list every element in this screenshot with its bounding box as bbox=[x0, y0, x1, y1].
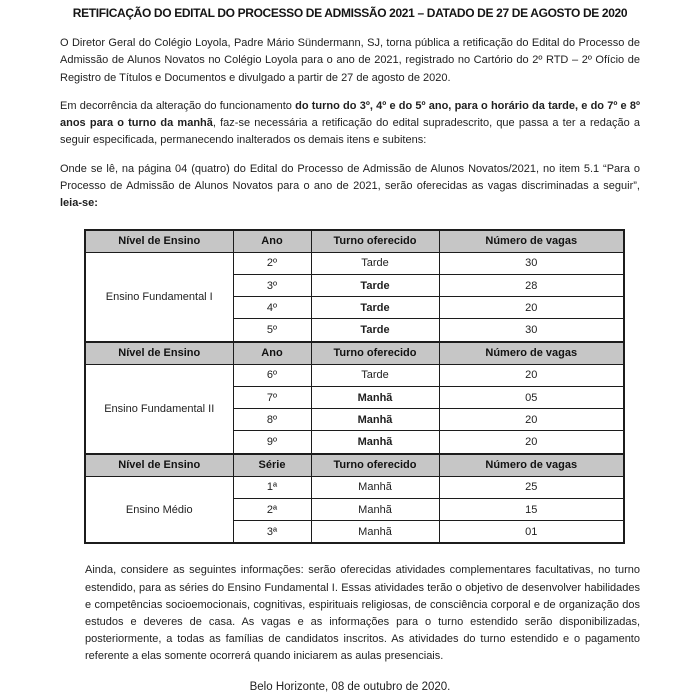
shift-cell: Manhã bbox=[311, 498, 439, 520]
column-header: Turno oferecido bbox=[311, 454, 439, 477]
paragraph-1 bbox=[60, 35, 640, 87]
shift-cell: Manhã bbox=[311, 409, 439, 431]
grade-cell: 5º bbox=[233, 319, 311, 342]
seats-cell: 20 bbox=[439, 431, 624, 454]
column-header: Turno oferecido bbox=[311, 342, 439, 365]
shift-cell: Manhã bbox=[311, 476, 439, 498]
vacancies-table-body bbox=[85, 230, 624, 544]
seats-cell: 28 bbox=[439, 275, 624, 297]
seats-cell: 05 bbox=[439, 386, 624, 408]
document-title: RETIFICAÇÃO DO EDITAL DO PROCESSO DE ADMISSÃO 2021 – DATADO DE 27 DE AGOSTO DE 2020 bbox=[72, 6, 628, 20]
grade-cell: 8º bbox=[233, 409, 311, 431]
table-row bbox=[85, 364, 624, 386]
paragraph-segment: Onde se lê, na página 04 (quatro) do Edital do Processo de Admissão de Alunos Novatos/2021, no item 5.1 “Para o Processo de Admissão de Alunos Novatos para o ano de 2021, serão oferecidas as vagas discriminadas a seguir”, bbox=[60, 162, 640, 193]
seats-cell: 20 bbox=[439, 409, 624, 431]
shift-cell: Tarde bbox=[311, 297, 439, 319]
column-header: Número de vagas bbox=[439, 454, 624, 477]
column-header: Série bbox=[233, 454, 311, 477]
shift-cell: Tarde bbox=[311, 319, 439, 342]
grade-cell: 3º bbox=[233, 275, 311, 297]
table-row bbox=[85, 476, 624, 498]
paragraph-3 bbox=[60, 161, 640, 213]
paragraph-segment: O Diretor Geral do Colégio Loyola, Padre Mário Sündermann, SJ, torna pública a retificação do Edital do Processo de Admissão de Alunos Novatos no Colégio Loyola para o ano de 2021, registrado no Cartório do 2º RTD – 2º Ofício de Registro de Títulos e Documentos e divulgado a partir de 27 de agosto de 2020. bbox=[60, 37, 640, 84]
vacancies-table bbox=[84, 229, 625, 545]
paragraph-segment: , faz-se necessária a retificação do edital supradescrito, que passa a ter a redação a seguir especificada, permanecendo inalterados os demais itens e subitens: bbox=[60, 117, 640, 147]
column-header: Ano bbox=[233, 342, 311, 365]
intro-paragraphs bbox=[0, 35, 700, 213]
shift-cell: Tarde bbox=[311, 275, 439, 297]
column-header: Nível de Ensino bbox=[85, 342, 233, 365]
seats-cell: 30 bbox=[439, 319, 624, 342]
table-row bbox=[85, 252, 624, 274]
education-level-cell: Ensino Médio bbox=[85, 476, 233, 543]
column-header: Nível de Ensino bbox=[85, 454, 233, 477]
paragraph-bold-segment: do turno do 3º, 4º e do 5º ano, para o horário da tarde, e do 7º e 8º anos para o turno da manhã bbox=[60, 99, 641, 130]
paragraph-segment: Em decorrência da alteração do funcionamento bbox=[60, 99, 296, 112]
column-header: Turno oferecido bbox=[311, 230, 439, 253]
shift-cell: Tarde bbox=[311, 364, 439, 386]
grade-cell: 1ª bbox=[233, 476, 311, 498]
grade-cell: 6º bbox=[233, 364, 311, 386]
column-header: Ano bbox=[233, 230, 311, 253]
shift-cell: Manhã bbox=[311, 521, 439, 544]
seats-cell: 20 bbox=[439, 297, 624, 319]
column-header: Número de vagas bbox=[439, 230, 624, 253]
seats-cell: 20 bbox=[439, 364, 624, 386]
seats-cell: 15 bbox=[439, 498, 624, 520]
column-header: Nível de Ensino bbox=[85, 230, 233, 253]
closing-paragraph: Ainda, considere as seguintes informações: serão oferecidas atividades complementares facultativas, no turno estendido, para as séries do Ensino Fundamental I. Essas atividades terão o objetivo de desenvolver habilidades e competências socioemocionais, cognitivas, espirituais religiosas, de consciência corporal e de organização dos estudos e deveres de casa. As vagas e as informações para o turno estendido serão disponibilizadas, posteriormente, a todas as famílias de candidatos inscritos. As atividades do turno estendido e o pagamento referente a elas somente ocorrerá quando iniciarem as aulas presenciais. bbox=[85, 564, 640, 663]
grade-cell: 2ª bbox=[233, 498, 311, 520]
education-level-cell: Ensino Fundamental II bbox=[85, 364, 233, 453]
shift-cell: Tarde bbox=[311, 252, 439, 274]
seats-cell: 30 bbox=[439, 252, 624, 274]
education-level-cell: Ensino Fundamental I bbox=[85, 252, 233, 341]
column-header: Número de vagas bbox=[439, 342, 624, 365]
grade-cell: 7º bbox=[233, 386, 311, 408]
table-section-header-row bbox=[85, 230, 624, 253]
table-section-header-row bbox=[85, 342, 624, 365]
table-section-header-row bbox=[85, 454, 624, 477]
grade-cell: 2º bbox=[233, 252, 311, 274]
grade-cell: 3ª bbox=[233, 521, 311, 544]
shift-cell: Manhã bbox=[311, 386, 439, 408]
paragraph-2 bbox=[60, 98, 640, 150]
shift-cell: Manhã bbox=[311, 431, 439, 454]
date-place-line: Belo Horizonte, 08 de outubro de 2020. bbox=[249, 680, 451, 693]
paragraph-bold-segment: leia-se: bbox=[60, 197, 98, 210]
seats-cell: 01 bbox=[439, 521, 624, 544]
seats-cell: 25 bbox=[439, 476, 624, 498]
grade-cell: 9º bbox=[233, 431, 311, 454]
grade-cell: 4º bbox=[233, 297, 311, 319]
